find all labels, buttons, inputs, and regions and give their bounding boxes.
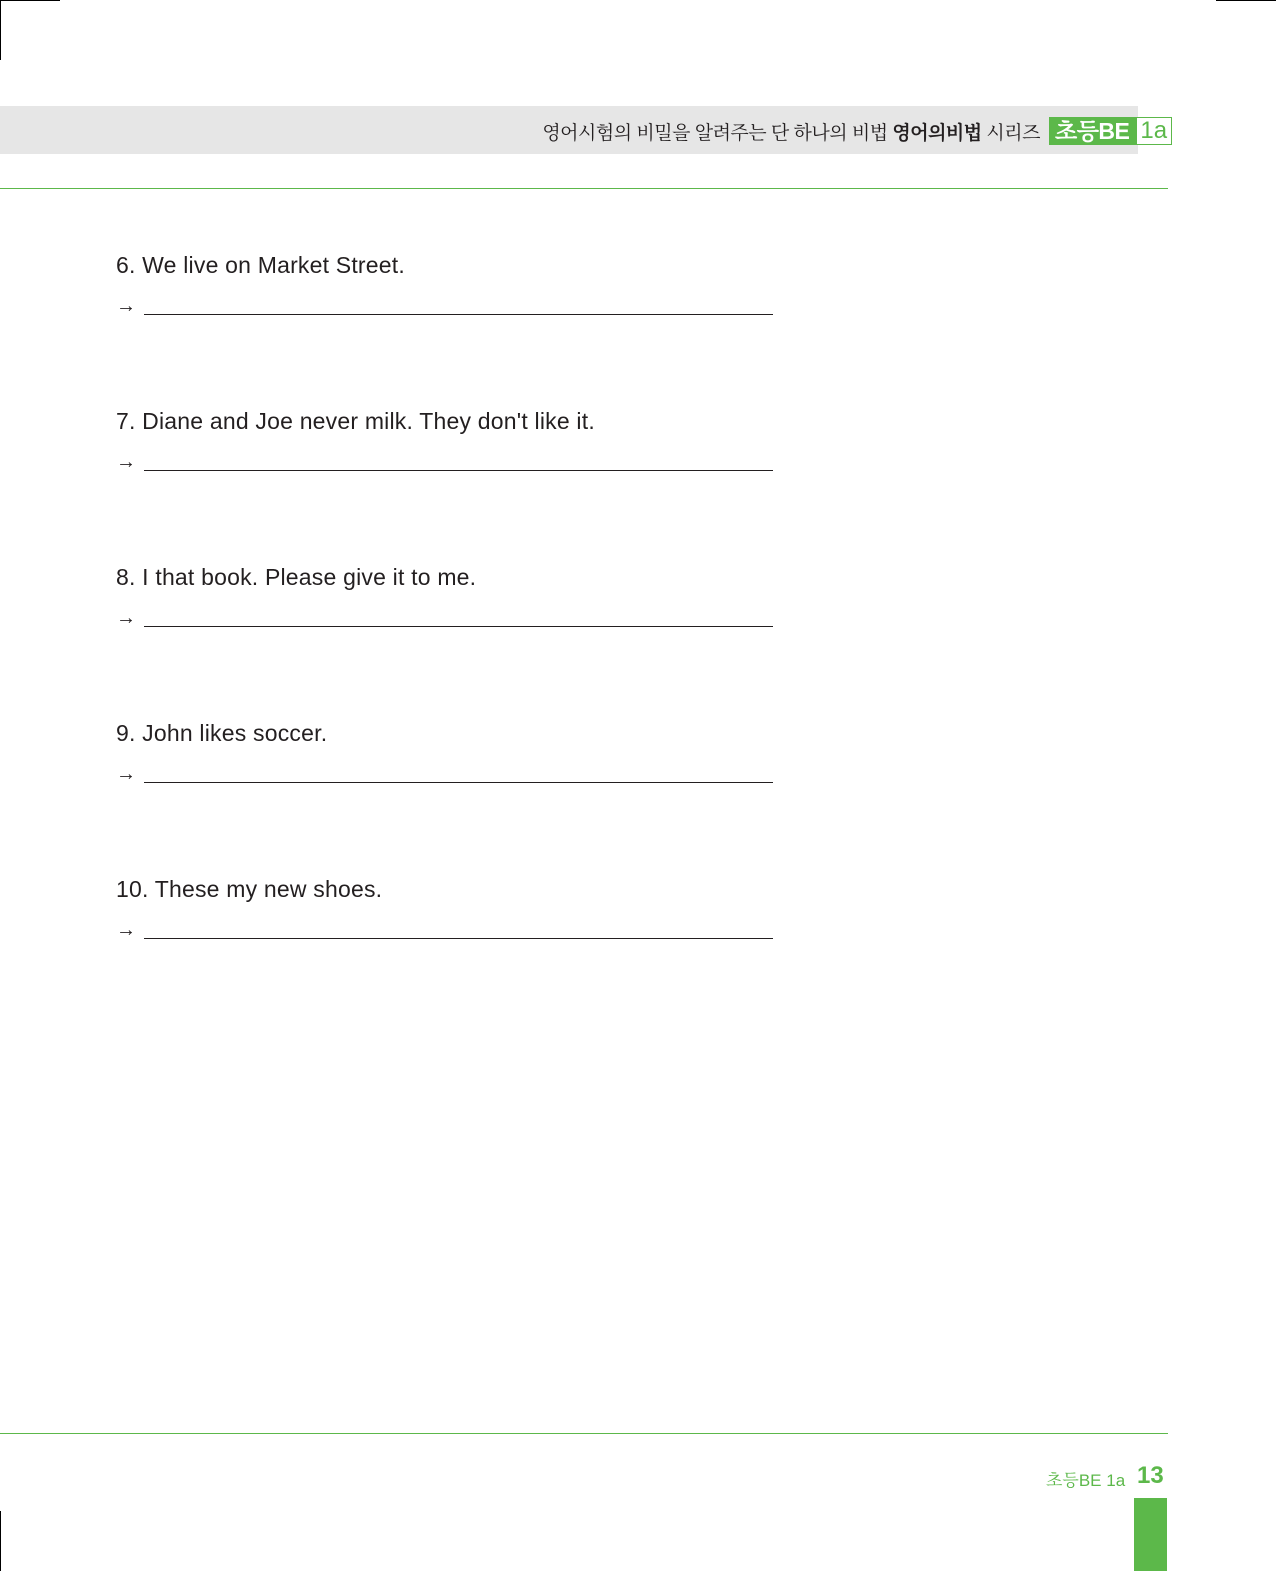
arrow-icon: → [116, 451, 136, 473]
answer-line[interactable] [144, 782, 773, 783]
crop-mark [0, 0, 1, 60]
exercise-sentence: 9. John likes soccer. [116, 720, 328, 746]
arrow-icon: → [116, 919, 136, 941]
exercise-item [116, 720, 776, 785]
crop-mark [0, 0, 60, 1]
answer-row[interactable] [116, 764, 776, 790]
crop-mark [1216, 0, 1276, 1]
page-tab-marker [1134, 1498, 1167, 1571]
arrow-icon: → [116, 763, 136, 785]
exercise-sentence: 10. These my new shoes. [116, 876, 383, 902]
answer-line[interactable] [144, 314, 773, 315]
page-number: 13 [1137, 1462, 1164, 1489]
answer-line[interactable] [144, 470, 773, 471]
answer-row[interactable] [116, 452, 776, 478]
brand-level: 1a [1137, 117, 1172, 145]
exercise-item [116, 252, 776, 317]
exercise-item [116, 876, 776, 941]
answer-row[interactable] [116, 920, 776, 946]
tagline-suffix: 시리즈 [981, 123, 1040, 144]
exercise-item [116, 564, 776, 629]
arrow-icon: → [116, 295, 136, 317]
bottom-divider [0, 1433, 1168, 1434]
brand-name: 초등BE [1049, 117, 1137, 145]
answer-row[interactable] [116, 608, 776, 634]
crop-mark [0, 1511, 1, 1571]
answer-line[interactable] [144, 938, 773, 939]
series-tagline [542, 118, 1040, 145]
exercise-item [116, 408, 776, 473]
exercise-sentence: 8. I that book. Please give it to me. [116, 564, 477, 590]
footer-book-label: 초등BE 1a [1046, 1471, 1126, 1490]
top-divider [0, 188, 1168, 189]
answer-row[interactable] [116, 296, 776, 322]
exercise-sentence: 6. We live on Market Street. [116, 252, 405, 278]
tagline-series-name: 영어의비법 [892, 123, 982, 144]
tagline-prefix: 영어시험의 비밀을 알려주는 단 하나의 비법 [542, 123, 893, 144]
brand-badge [1049, 117, 1172, 145]
answer-line[interactable] [144, 626, 773, 627]
exercise-sentence: 7. Diane and Joe never milk. They don't like it. [116, 408, 595, 434]
arrow-icon: → [116, 607, 136, 629]
